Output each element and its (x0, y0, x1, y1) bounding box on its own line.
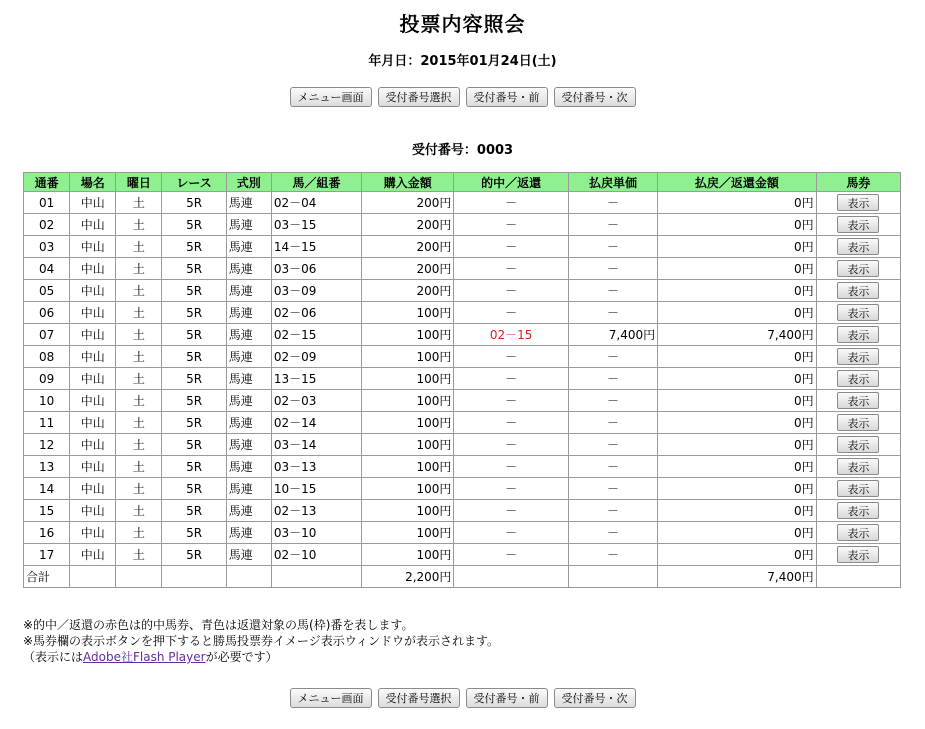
view-ticket-button[interactable]: 表示 (837, 194, 879, 211)
receipt-number (0, 139, 925, 158)
cell-ticket (816, 236, 900, 258)
view-ticket-button[interactable]: 表示 (837, 304, 879, 321)
note-line-3 (23, 649, 499, 665)
cell-ticket (816, 324, 900, 346)
cell-amount: 100円 (362, 324, 454, 346)
cell-combo: 03－14 (271, 434, 361, 456)
cell-day: 土 (116, 324, 162, 346)
header-day: 曜日 (116, 173, 162, 192)
total-label: 合計 (24, 566, 70, 588)
cell-hit: － (454, 258, 568, 280)
table-row (24, 456, 901, 478)
cell-venue: 中山 (70, 302, 116, 324)
cell-unit-price: － (568, 236, 657, 258)
cell-venue: 中山 (70, 280, 116, 302)
cell-unit-price: － (568, 500, 657, 522)
table-row (24, 236, 901, 258)
cell-payout: 0円 (658, 192, 817, 214)
bet-table (23, 172, 901, 588)
cell-no: 10 (24, 390, 70, 412)
cell-day: 土 (116, 346, 162, 368)
cell-no: 12 (24, 434, 70, 456)
table-row (24, 214, 901, 236)
table-row (24, 192, 901, 214)
cell-payout: 0円 (658, 258, 817, 280)
cell-type: 馬連 (226, 368, 271, 390)
cell-payout: 0円 (658, 412, 817, 434)
cell-venue: 中山 (70, 236, 116, 258)
cell-combo: 03－15 (271, 214, 361, 236)
cell-ticket (816, 346, 900, 368)
view-ticket-button[interactable]: 表示 (837, 458, 879, 475)
cell-day: 土 (116, 390, 162, 412)
cell-ticket (816, 368, 900, 390)
cell-hit: － (454, 280, 568, 302)
cell-hit: － (454, 500, 568, 522)
cell-combo: 10－15 (271, 478, 361, 500)
cell-amount: 100円 (362, 434, 454, 456)
cell-unit-price: － (568, 544, 657, 566)
cell-combo: 02－04 (271, 192, 361, 214)
cell-race: 5R (162, 478, 226, 500)
table-row (24, 302, 901, 324)
cell-payout: 0円 (658, 478, 817, 500)
date-label: 年月日： (368, 54, 421, 69)
cell-hit: － (454, 434, 568, 456)
cell-payout: 0円 (658, 214, 817, 236)
cell-combo: 03－10 (271, 522, 361, 544)
nav-button-row-bottom (0, 688, 925, 708)
view-ticket-button[interactable]: 表示 (837, 392, 879, 409)
view-ticket-button[interactable]: 表示 (837, 480, 879, 497)
cell-combo: 02－13 (271, 500, 361, 522)
view-ticket-button[interactable]: 表示 (837, 436, 879, 453)
cell-ticket (816, 302, 900, 324)
table-row (24, 522, 901, 544)
cell-payout: 0円 (658, 522, 817, 544)
table-row (24, 478, 901, 500)
cell-type: 馬連 (226, 434, 271, 456)
cell-day: 土 (116, 434, 162, 456)
cell-race: 5R (162, 412, 226, 434)
cell-no: 06 (24, 302, 70, 324)
header-venue: 場名 (70, 173, 116, 192)
cell-combo: 02－15 (271, 324, 361, 346)
cell-race: 5R (162, 302, 226, 324)
cell-no: 05 (24, 280, 70, 302)
cell-race: 5R (162, 500, 226, 522)
cell-unit-price: － (568, 390, 657, 412)
cell-payout: 0円 (658, 456, 817, 478)
cell-unit-price: － (568, 478, 657, 500)
cell-race: 5R (162, 324, 226, 346)
cell-unit-price: － (568, 412, 657, 434)
cell-type: 馬連 (226, 302, 271, 324)
cell-hit: － (454, 390, 568, 412)
receipt-label: 受付番号： (411, 143, 477, 158)
receipt-value: 0003 (476, 143, 514, 158)
cell-no: 11 (24, 412, 70, 434)
cell-payout: 0円 (658, 368, 817, 390)
cell-venue: 中山 (70, 346, 116, 368)
cell-type: 馬連 (226, 324, 271, 346)
cell-type: 馬連 (226, 192, 271, 214)
cell-race: 5R (162, 522, 226, 544)
table-row (24, 434, 901, 456)
cell-venue: 中山 (70, 434, 116, 456)
table-row (24, 368, 901, 390)
cell-amount: 100円 (362, 456, 454, 478)
cell-payout: 0円 (658, 544, 817, 566)
cell-day: 土 (116, 192, 162, 214)
cell-hit: 02－15 (454, 324, 568, 346)
cell-payout: 0円 (658, 500, 817, 522)
view-ticket-button[interactable]: 表示 (837, 502, 879, 519)
cell-hit: － (454, 412, 568, 434)
view-ticket-button[interactable]: 表示 (837, 524, 879, 541)
cell-no: 09 (24, 368, 70, 390)
cell-type: 馬連 (226, 522, 271, 544)
cell-race: 5R (162, 214, 226, 236)
cell-amount: 200円 (362, 236, 454, 258)
cell-type: 馬連 (226, 412, 271, 434)
cell-unit-price: － (568, 302, 657, 324)
cell-ticket (816, 258, 900, 280)
cell-type: 馬連 (226, 258, 271, 280)
cell-amount: 200円 (362, 258, 454, 280)
cell-race: 5R (162, 280, 226, 302)
cell-amount: 100円 (362, 302, 454, 324)
cell-amount: 100円 (362, 368, 454, 390)
nav-button-row-top (0, 87, 925, 107)
cell-no: 08 (24, 346, 70, 368)
header-unit-price: 払戻単価 (568, 173, 657, 192)
cell-hit: － (454, 544, 568, 566)
cell-amount: 100円 (362, 500, 454, 522)
cell-combo: 02－14 (271, 412, 361, 434)
cell-amount: 200円 (362, 214, 454, 236)
cell-day: 土 (116, 214, 162, 236)
receipt-select-button[interactable]: 受付番号選択 (378, 688, 460, 708)
cell-ticket (816, 412, 900, 434)
date-value: 2015年01月24日(土) (420, 54, 557, 69)
cell-ticket (816, 214, 900, 236)
view-ticket-button[interactable]: 表示 (837, 282, 879, 299)
view-ticket-button[interactable]: 表示 (837, 216, 879, 233)
cell-day: 土 (116, 522, 162, 544)
cell-day: 土 (116, 456, 162, 478)
cell-unit-price: － (568, 456, 657, 478)
cell-unit-price: － (568, 192, 657, 214)
cell-type: 馬連 (226, 500, 271, 522)
cell-payout: 0円 (658, 390, 817, 412)
cell-amount: 200円 (362, 280, 454, 302)
cell-combo: 03－13 (271, 456, 361, 478)
view-ticket-button[interactable]: 表示 (837, 260, 879, 277)
cell-unit-price: － (568, 434, 657, 456)
cell-hit: － (454, 346, 568, 368)
cell-day: 土 (116, 544, 162, 566)
cell-hit: － (454, 368, 568, 390)
cell-venue: 中山 (70, 456, 116, 478)
cell-venue: 中山 (70, 192, 116, 214)
cell-race: 5R (162, 434, 226, 456)
cell-unit-price: 7,400円 (568, 324, 657, 346)
header-amount: 購入金額 (362, 173, 454, 192)
cell-race: 5R (162, 456, 226, 478)
cell-payout: 0円 (658, 346, 817, 368)
view-ticket-button[interactable]: 表示 (837, 326, 879, 343)
notes (23, 617, 499, 665)
table-row (24, 412, 901, 434)
cell-unit-price: － (568, 214, 657, 236)
flash-player-link[interactable]: Adobe社Flash Player (83, 650, 206, 664)
cell-no: 01 (24, 192, 70, 214)
header-no: 通番 (24, 173, 70, 192)
cell-hit: － (454, 522, 568, 544)
receipt-select-button[interactable]: 受付番号選択 (378, 87, 460, 107)
cell-no: 15 (24, 500, 70, 522)
cell-no: 03 (24, 236, 70, 258)
header-combo: 馬／組番 (271, 173, 361, 192)
cell-race: 5R (162, 236, 226, 258)
cell-hit: － (454, 236, 568, 258)
page-title: 投票内容照会 (399, 12, 526, 36)
cell-venue: 中山 (70, 478, 116, 500)
cell-day: 土 (116, 500, 162, 522)
cell-unit-price: － (568, 258, 657, 280)
cell-race: 5R (162, 258, 226, 280)
cell-ticket (816, 478, 900, 500)
receipt-next-button[interactable]: 受付番号・次 (554, 87, 636, 107)
table-row (24, 346, 901, 368)
cell-type: 馬連 (226, 390, 271, 412)
cell-ticket (816, 500, 900, 522)
cell-ticket (816, 434, 900, 456)
cell-payout: 0円 (658, 302, 817, 324)
note-line-3-prefix: （表示には (23, 650, 84, 664)
cell-payout: 0円 (658, 236, 817, 258)
cell-amount: 100円 (362, 390, 454, 412)
menu-screen-button[interactable]: メニュー画面 (290, 87, 372, 107)
cell-type: 馬連 (226, 280, 271, 302)
cell-type: 馬連 (226, 544, 271, 566)
cell-day: 土 (116, 302, 162, 324)
cell-venue: 中山 (70, 412, 116, 434)
cell-venue: 中山 (70, 390, 116, 412)
table-row (24, 258, 901, 280)
cell-combo: 02－09 (271, 346, 361, 368)
cell-type: 馬連 (226, 478, 271, 500)
receipt-prev-button[interactable]: 受付番号・前 (466, 87, 548, 107)
cell-no: 14 (24, 478, 70, 500)
view-ticket-button[interactable]: 表示 (837, 348, 879, 365)
header-payout: 払戻／返還金額 (658, 173, 817, 192)
cell-hit: － (454, 214, 568, 236)
cell-ticket (816, 456, 900, 478)
cell-ticket (816, 192, 900, 214)
cell-venue: 中山 (70, 258, 116, 280)
cell-venue: 中山 (70, 324, 116, 346)
cell-combo: 03－09 (271, 280, 361, 302)
cell-payout: 0円 (658, 280, 817, 302)
cell-race: 5R (162, 390, 226, 412)
cell-type: 馬連 (226, 456, 271, 478)
table-row (24, 280, 901, 302)
header-ticket: 馬券 (816, 173, 900, 192)
cell-day: 土 (116, 478, 162, 500)
cell-combo: 03－06 (271, 258, 361, 280)
note-line-3-suffix: が必要です） (205, 650, 278, 664)
cell-race: 5R (162, 192, 226, 214)
view-ticket-button[interactable]: 表示 (837, 238, 879, 255)
total-row (24, 566, 901, 588)
cell-type: 馬連 (226, 236, 271, 258)
cell-no: 02 (24, 214, 70, 236)
cell-combo: 02－03 (271, 390, 361, 412)
cell-combo: 13－15 (271, 368, 361, 390)
cell-combo: 14－15 (271, 236, 361, 258)
cell-venue: 中山 (70, 500, 116, 522)
total-amount: 2,200円 (362, 566, 454, 588)
cell-venue: 中山 (70, 522, 116, 544)
cell-day: 土 (116, 368, 162, 390)
cell-amount: 100円 (362, 544, 454, 566)
receipt-prev-button[interactable]: 受付番号・前 (466, 688, 548, 708)
cell-race: 5R (162, 544, 226, 566)
cell-day: 土 (116, 258, 162, 280)
cell-no: 16 (24, 522, 70, 544)
cell-ticket (816, 544, 900, 566)
receipt-next-button[interactable]: 受付番号・次 (554, 688, 636, 708)
cell-no: 13 (24, 456, 70, 478)
cell-day: 土 (116, 236, 162, 258)
cell-unit-price: － (568, 368, 657, 390)
cell-unit-price: － (568, 280, 657, 302)
cell-venue: 中山 (70, 214, 116, 236)
table-row (24, 324, 901, 346)
cell-combo: 02－10 (271, 544, 361, 566)
cell-payout: 7,400円 (658, 324, 817, 346)
table-header-row (24, 173, 901, 192)
cell-ticket (816, 522, 900, 544)
cell-amount: 200円 (362, 192, 454, 214)
date-line (0, 50, 925, 69)
header-type: 式別 (226, 173, 271, 192)
menu-screen-button[interactable]: メニュー画面 (290, 688, 372, 708)
cell-no: 17 (24, 544, 70, 566)
cell-type: 馬連 (226, 346, 271, 368)
view-ticket-button[interactable]: 表示 (837, 546, 879, 563)
cell-race: 5R (162, 346, 226, 368)
cell-day: 土 (116, 280, 162, 302)
view-ticket-button[interactable]: 表示 (837, 370, 879, 387)
total-payout: 7,400円 (658, 566, 817, 588)
cell-venue: 中山 (70, 544, 116, 566)
cell-hit: － (454, 192, 568, 214)
note-line-1: ※的中／返還の赤色は的中馬券、青色は返還対象の馬(枠)番を表します。 (23, 618, 414, 632)
cell-amount: 100円 (362, 412, 454, 434)
cell-ticket (816, 280, 900, 302)
cell-no: 07 (24, 324, 70, 346)
cell-day: 土 (116, 412, 162, 434)
cell-hit: － (454, 302, 568, 324)
cell-amount: 100円 (362, 522, 454, 544)
table-row (24, 544, 901, 566)
cell-combo: 02－06 (271, 302, 361, 324)
header-hit: 的中／返還 (454, 173, 568, 192)
cell-hit: － (454, 478, 568, 500)
cell-ticket (816, 390, 900, 412)
cell-venue: 中山 (70, 368, 116, 390)
cell-payout: 0円 (658, 434, 817, 456)
table-row (24, 500, 901, 522)
cell-hit: － (454, 456, 568, 478)
table-row (24, 390, 901, 412)
note-line-2: ※馬券欄の表示ボタンを押下すると勝馬投票券イメージ表示ウィンドウが表示されます。 (23, 634, 500, 648)
cell-amount: 100円 (362, 478, 454, 500)
cell-race: 5R (162, 368, 226, 390)
cell-unit-price: － (568, 346, 657, 368)
cell-amount: 100円 (362, 346, 454, 368)
header-race: レース (162, 173, 226, 192)
view-ticket-button[interactable]: 表示 (837, 414, 879, 431)
cell-unit-price: － (568, 522, 657, 544)
cell-no: 04 (24, 258, 70, 280)
cell-type: 馬連 (226, 214, 271, 236)
